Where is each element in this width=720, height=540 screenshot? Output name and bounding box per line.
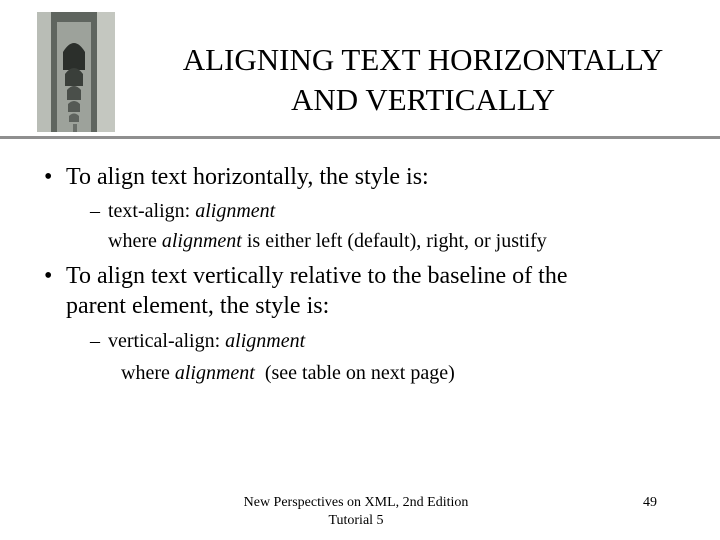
vertical-align-explanation <box>121 360 455 386</box>
dash-icon: – <box>90 330 100 352</box>
title-line-2: AND VERTICALLY <box>291 82 555 117</box>
bullet-horizontal-text: To align text horizontally, the style is: <box>66 164 429 190</box>
vertical-align-where: where <box>121 362 175 384</box>
bullet-dot-icon: • <box>44 164 53 190</box>
vertical-align-value: alignment <box>225 330 306 352</box>
vertical-align-where-em: alignment <box>174 362 255 384</box>
bullet-vertical-text-1: To align text vertically relative to the baseline of the <box>66 263 568 289</box>
sub-bullet-vertical-align <box>90 328 305 354</box>
sub-bullet-text-align <box>90 198 275 224</box>
text-align-prefix: text-align: <box>108 200 196 222</box>
vertical-align-prefix: vertical-align: <box>108 330 226 352</box>
footer-book-title: New Perspectives on XML, 2nd Edition <box>243 495 469 510</box>
bullet-vertical <box>44 261 567 321</box>
dash-icon: – <box>90 200 100 222</box>
text-align-value: alignment <box>195 200 276 222</box>
text-align-where-em: alignment <box>161 230 242 252</box>
bullet-horizontal <box>44 162 429 192</box>
slide-title <box>138 40 708 120</box>
corner-photo <box>37 12 115 132</box>
slide-footer <box>200 494 512 530</box>
title-line-1: ALIGNING TEXT HORIZONTALLY <box>182 42 664 77</box>
page-number: 49 <box>643 495 657 510</box>
text-align-where-rest: is either left (default), right, or justify <box>241 230 547 252</box>
bullet-dot-icon: • <box>44 263 53 289</box>
archway-photo-icon <box>37 12 115 132</box>
vertical-align-where-rest: (see table on next page) <box>254 362 455 384</box>
text-align-where: where <box>108 230 162 252</box>
bullet-vertical-text-2: parent element, the style is: <box>66 293 330 319</box>
text-align-explanation <box>108 228 547 254</box>
footer-tutorial: Tutorial 5 <box>328 513 384 528</box>
title-divider <box>0 136 720 139</box>
